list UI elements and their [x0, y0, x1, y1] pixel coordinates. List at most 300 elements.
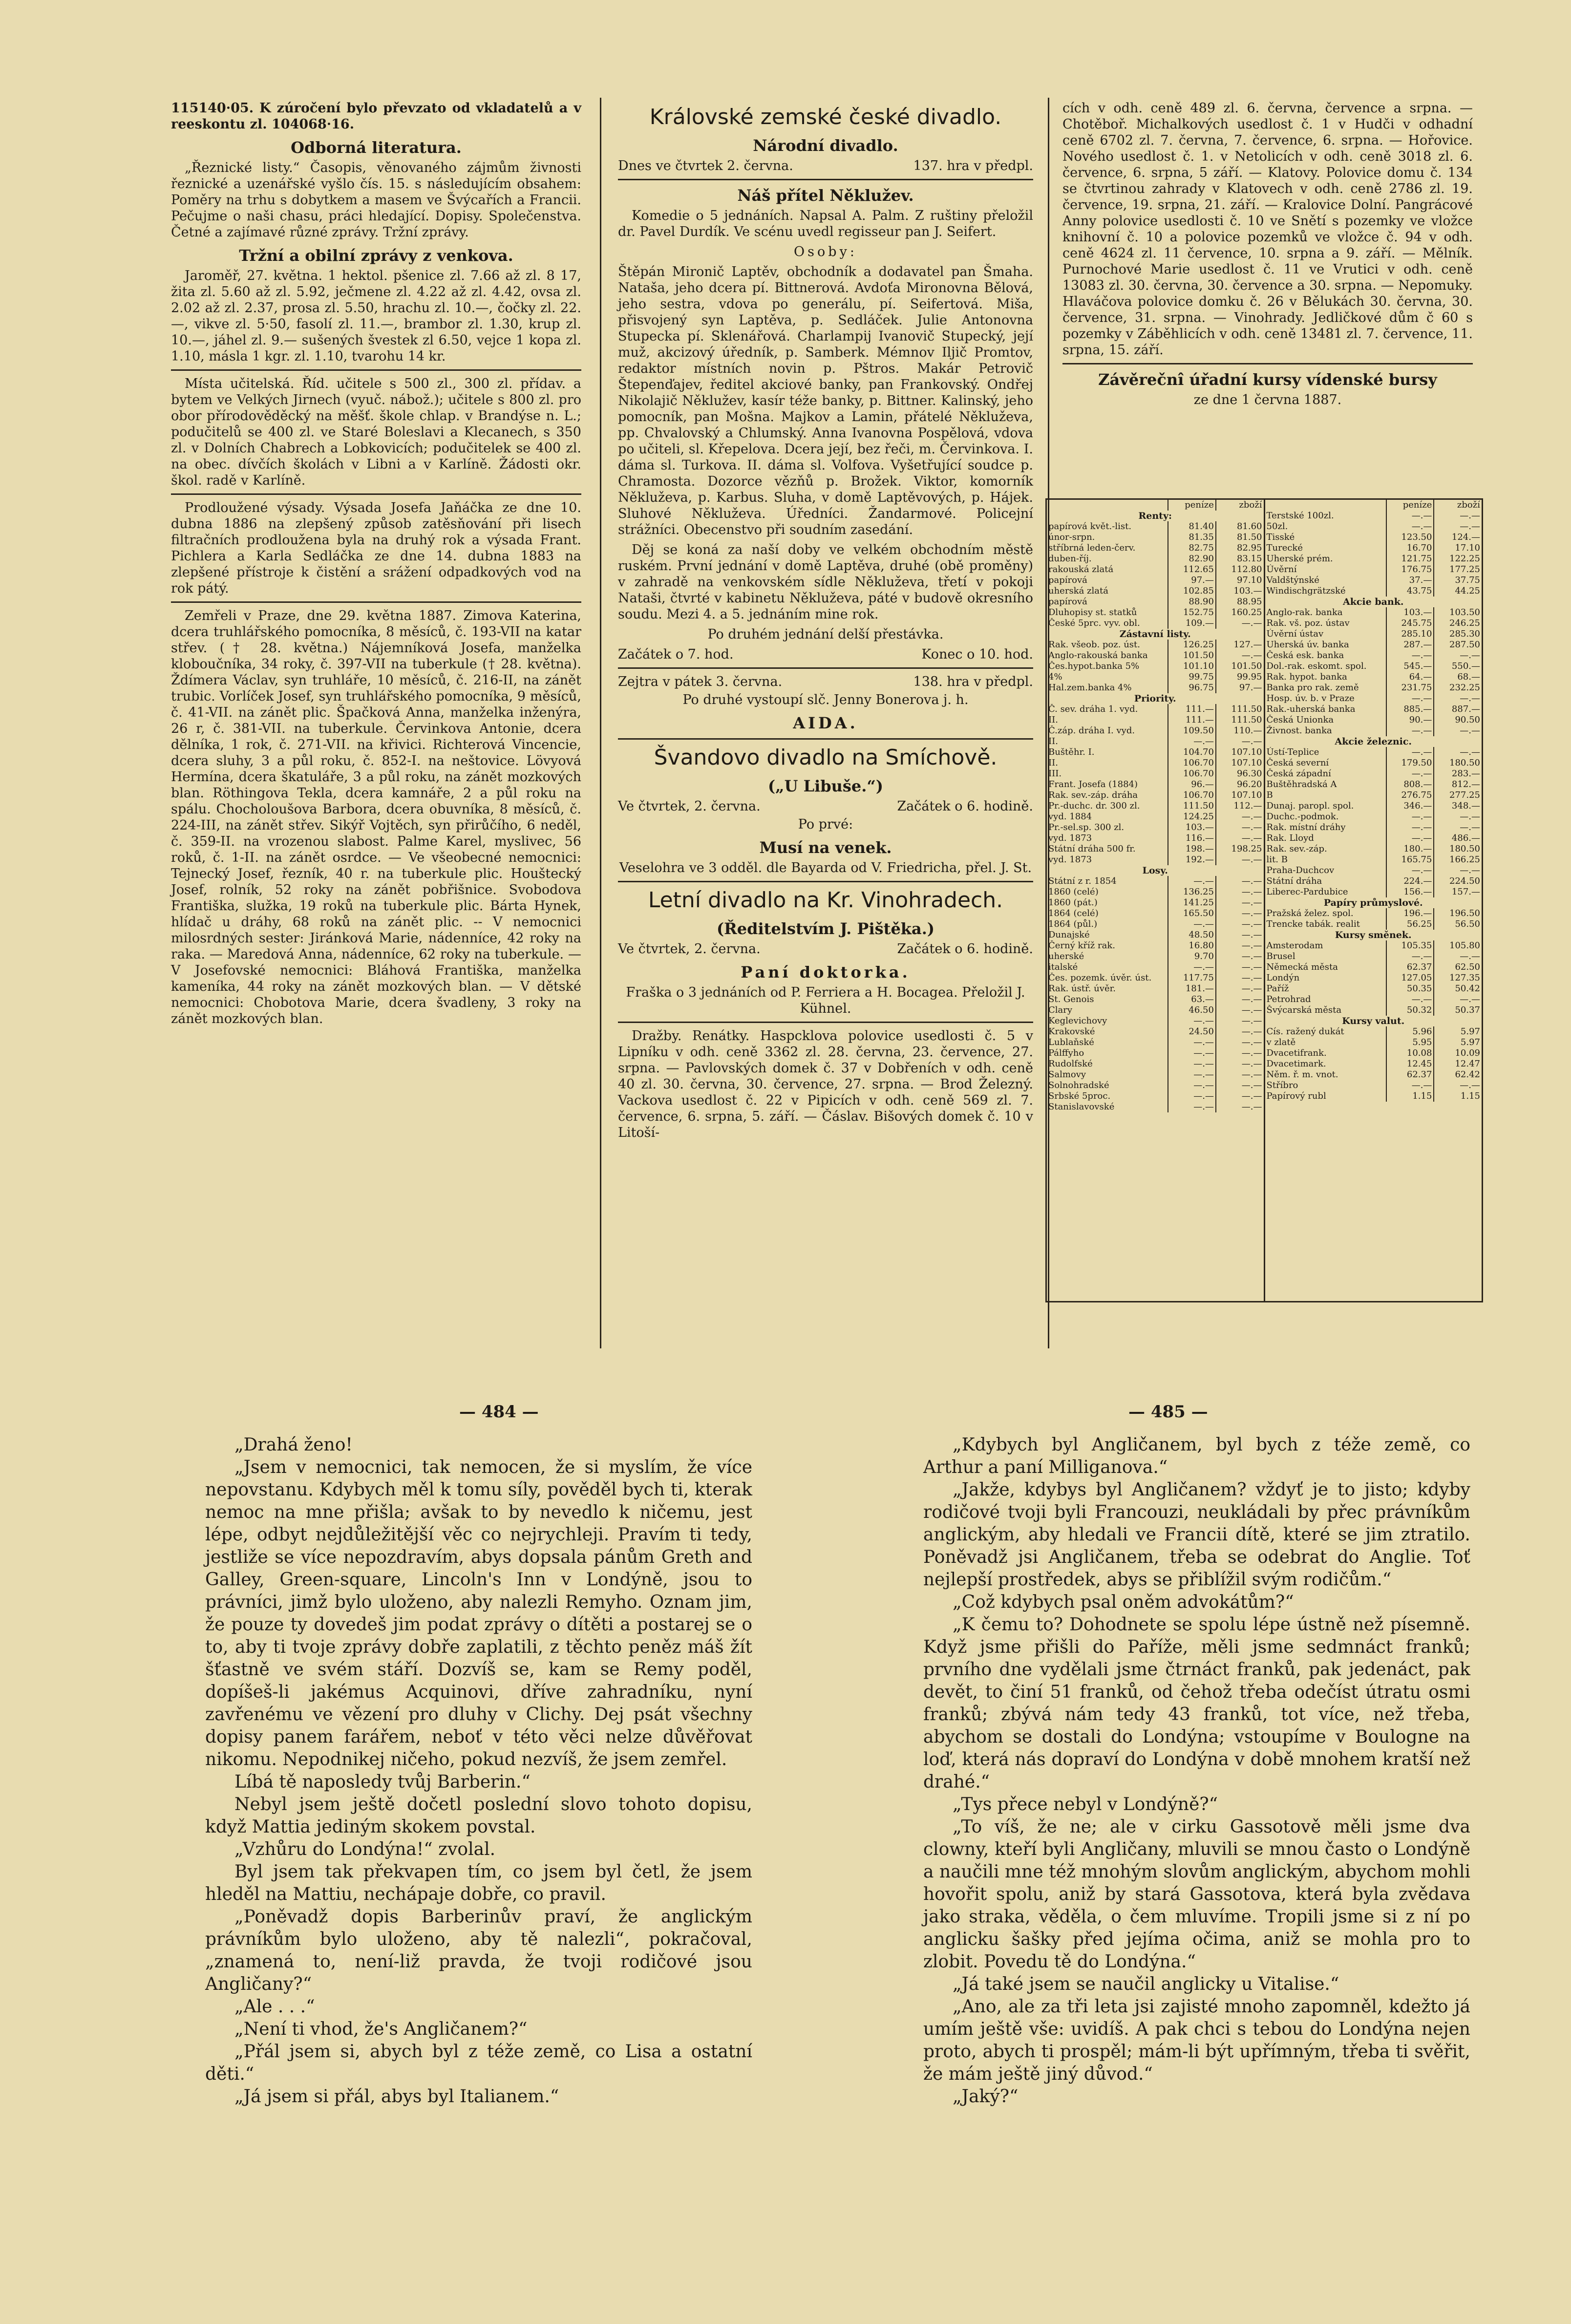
- price-goods: —.—: [1434, 747, 1482, 758]
- price-goods: —.—: [1216, 876, 1264, 887]
- bourse-row: [1265, 854, 1482, 865]
- bourse-row: [1265, 543, 1482, 554]
- bourse-row: [1265, 994, 1482, 1005]
- price-money: 46.50: [1168, 1005, 1216, 1016]
- bourse-date: ze dne 1 června 1887.: [1193, 392, 1342, 407]
- security-name: Rak.-uherská banka: [1266, 704, 1356, 714]
- col-header-money: peníze: [1386, 500, 1434, 511]
- bourse-row: [1047, 758, 1264, 768]
- price-goods: —.—: [1216, 930, 1264, 940]
- start-time: Začátek o 6. hodině.: [897, 799, 1033, 814]
- price-money: 88.90: [1168, 597, 1216, 607]
- bourse-row: [1265, 1069, 1482, 1080]
- price-money: —.—: [1386, 1080, 1434, 1091]
- price-money: 81.35: [1168, 532, 1216, 543]
- bourse-row: [1265, 951, 1482, 962]
- story-paragraph: „Jaký?“: [953, 2087, 1019, 2107]
- price-money: —.—: [1386, 747, 1434, 758]
- price-goods: 44.25: [1434, 586, 1482, 597]
- price-goods: 90.50: [1434, 715, 1482, 725]
- security-name: uherská zlatá: [1048, 586, 1108, 596]
- price-money: 102.85: [1168, 586, 1216, 597]
- security-name: únor-srpn.: [1048, 532, 1095, 542]
- price-goods: 177.25: [1434, 564, 1482, 575]
- bourse-section-heading: Papíry průmyslové.: [1323, 897, 1423, 908]
- price-money: 126.25: [1168, 640, 1216, 650]
- price-money: 96.—: [1168, 779, 1216, 790]
- story-paragraph: „Drahá ženo!: [234, 1435, 353, 1455]
- price-goods: —.—: [1434, 650, 1482, 661]
- performance-line: [618, 158, 1033, 174]
- security-name: Rak. ústř. úvěr.: [1048, 983, 1116, 994]
- bourse-row: [1265, 715, 1482, 725]
- price-goods: 5.97: [1434, 1037, 1482, 1048]
- price-goods: —.—: [1216, 983, 1264, 994]
- bourse-row: [1047, 1016, 1264, 1026]
- price-goods: 10.09: [1434, 1048, 1482, 1059]
- bourse-row: [1047, 930, 1264, 940]
- price-money: —.—: [1386, 865, 1434, 876]
- bourse-left-rows: [1047, 511, 1264, 1112]
- price-goods: 287.50: [1434, 640, 1482, 650]
- security-name: Londýn: [1266, 973, 1300, 983]
- security-name: Krakovské: [1048, 1026, 1095, 1037]
- price-money: —.—: [1168, 1091, 1216, 1102]
- bourse-row: [1047, 511, 1264, 521]
- security-name: Česká esk. banka: [1266, 650, 1344, 661]
- price-goods: —.—: [1434, 951, 1482, 962]
- security-name: Úvěrní: [1266, 564, 1297, 575]
- price-money: —.—: [1386, 833, 1434, 844]
- bourse-row: [1047, 704, 1264, 715]
- security-name: Amsterodam: [1266, 940, 1323, 951]
- security-name: Ústí-Teplice: [1266, 747, 1319, 757]
- price-money: 179.50: [1386, 758, 1434, 768]
- bourse-row: [1265, 844, 1482, 854]
- security-name: České 5prc. vyv. obl.: [1048, 618, 1140, 628]
- bourse-row: [1047, 897, 1264, 908]
- story-paragraph: „Přál jsem si, abych byl z téže země, co Lisa a ostatní děti.“: [205, 2042, 752, 2084]
- bourse-row: [1047, 725, 1264, 736]
- security-name: rakouská zlatá: [1048, 564, 1114, 575]
- security-name: lit. B: [1266, 854, 1288, 865]
- page-number-right: — 485 —: [1128, 1402, 1208, 1422]
- security-name: Státní dráha 500 fr.: [1048, 844, 1136, 854]
- bourse-row: [1265, 597, 1482, 607]
- bourse-row: [1047, 865, 1264, 876]
- performance-line: [618, 798, 1033, 814]
- col-header-goods: zboží: [1216, 500, 1264, 511]
- price-money: —.—: [1386, 725, 1434, 736]
- bourse-row: [1047, 597, 1264, 607]
- price-goods: 88.95: [1216, 597, 1264, 607]
- divider: [618, 881, 1033, 882]
- price-goods: —.—: [1434, 511, 1482, 521]
- theatre-national-title: Královské zemské české divadlo.: [649, 105, 1002, 129]
- bourse-row: [1265, 1037, 1482, 1048]
- price-goods: —.—: [1216, 940, 1264, 951]
- performance-number: 138. hra v předpl.: [913, 674, 1033, 689]
- bourse-row: [1047, 715, 1264, 725]
- security-name: Hal.zem.banka 4%: [1048, 682, 1132, 693]
- divider: [171, 601, 581, 603]
- price-goods: —.—: [1216, 973, 1264, 983]
- bourse-row: [1265, 725, 1482, 736]
- security-name: II.: [1048, 736, 1058, 746]
- price-money: 105.35: [1386, 940, 1434, 951]
- security-name: Petrohrad: [1266, 994, 1311, 1004]
- price-goods: 166.25: [1434, 854, 1482, 865]
- security-name: III.: [1048, 768, 1062, 779]
- price-money: 885.—: [1386, 704, 1434, 715]
- price-goods: —.—: [1216, 736, 1264, 747]
- bourse-row: [1265, 521, 1482, 532]
- price-money: —.—: [1386, 768, 1434, 779]
- divider: [618, 738, 1033, 740]
- bourse-row: [1265, 790, 1482, 801]
- security-name: Stanislavovské: [1048, 1102, 1115, 1112]
- price-money: 127.05: [1386, 973, 1434, 983]
- bourse-row: [1265, 575, 1482, 586]
- bourse-row: [1047, 962, 1264, 973]
- price-goods: —.—: [1216, 1091, 1264, 1102]
- bourse-row: [1265, 704, 1482, 715]
- story-paragraph: „Jsem v nemocnici, tak nemocen, že si myslím, že více nepovstanu. Kdybych měl k tomu síly, pověděl bych ti, kterak nemoc na mne přišla; avšak to by nevedlo k ničemu, jest lépe, odbyt nejdůležitější věc co nejrychleji. Pravím ti tedy, jestliže se více nepozdravím, abys dopsala pánům Greth and Galley, Green-square, Lincoln's Inn v Londýně, jsou to právníci, jimž bylo uloženo, aby nalezli Remyho. Oznam jim, že pouze ty dovedeš jim podat zprávy o dítěti a postarej se o to, aby ti tvoje zprávy dobře zaplatili, z těchto peněz máš žít šťastně ve svém stáří. Dozvíš se, kam se Remy poděl, dopíšeš-li jakémus Acquinovi, dříve zahradníku, nyní zavřenému ve vězení pro dluhy v Clichy. Dej psát všechny dopisy panem farářem, neboť v této věci nelze důvěřovat nikomu. Nepodnikej ničeho, pokud nezvíš, že jsem zemřel.: [205, 1457, 752, 1770]
- price-goods: 112.—: [1216, 801, 1264, 811]
- price-money: 346.—: [1386, 801, 1434, 811]
- price-money: 96.75: [1168, 682, 1216, 693]
- bourse-row: [1047, 693, 1264, 704]
- price-goods: 99.95: [1216, 672, 1264, 682]
- price-money: 104.70: [1168, 747, 1216, 758]
- cast-heading: Osoby:: [794, 244, 857, 259]
- price-goods: —.—: [1216, 951, 1264, 962]
- bourse-row: [1265, 919, 1482, 930]
- security-name: stříbrná leden-červ.: [1048, 543, 1136, 553]
- price-money: —.—: [1386, 693, 1434, 704]
- price-goods: 81.60: [1216, 521, 1264, 532]
- price-money: 81.40: [1168, 521, 1216, 532]
- play-title: Musí na venek.: [759, 838, 892, 857]
- divider: [618, 667, 1033, 669]
- price-goods: 112.80: [1216, 564, 1264, 575]
- price-goods: 127.—: [1216, 640, 1264, 650]
- bourse-row: [1047, 575, 1264, 586]
- bourse-row: [1047, 521, 1264, 532]
- patents-text: Prodloužené výsady. Výsada Josefa Jaňáčka ze dne 10. dubna 1886 na zlepšený způsob zatěsňování při lisech filtračních prodloužena byla na druhý rok a výsada Frant. Pichlera a Karla Sedláčka ze dne 14. dubna 1883 na zlepšené přístroje k čistění a srážení odpadkových vod na rok pátý.: [171, 500, 581, 596]
- price-money: —.—: [1168, 962, 1216, 973]
- price-goods: 232.25: [1434, 682, 1482, 693]
- bourse-row: [1047, 736, 1264, 747]
- security-name: Dvacetifrank.: [1266, 1048, 1327, 1058]
- security-name: Česká severní: [1266, 758, 1329, 768]
- price-money: —.—: [1386, 511, 1434, 521]
- price-goods: 12.47: [1434, 1059, 1482, 1069]
- price-goods: —.—: [1434, 693, 1482, 704]
- price-money: 82.75: [1168, 543, 1216, 554]
- price-goods: —.—: [1216, 1080, 1264, 1091]
- divider: [618, 1022, 1033, 1023]
- price-goods: 62.50: [1434, 962, 1482, 973]
- price-money: 124.25: [1168, 811, 1216, 822]
- security-name: uherské: [1048, 951, 1084, 961]
- price-money: 808.—: [1386, 779, 1434, 790]
- security-name: B: [1266, 790, 1273, 800]
- bourse-row: [1047, 650, 1264, 661]
- price-goods: 37.75: [1434, 575, 1482, 586]
- start-time: Začátek o 6. hodině.: [897, 941, 1033, 957]
- bourse-row: [1047, 543, 1264, 554]
- bourse-row: [1265, 511, 1482, 521]
- price-goods: 111.50: [1216, 704, 1264, 715]
- security-name: Rak. všeob. poz. úst.: [1048, 640, 1140, 650]
- price-goods: —.—: [1434, 725, 1482, 736]
- bourse-row: [1265, 887, 1482, 897]
- auctions-continued: cích v odh. ceně 489 zl. 6. června, července a srpna. — Chotěboř. Michalkových usedlost č. 1 v Hudči v odhadní ceně 6702 zl. 7. června, 7. července, 6. srpna. — Hořovice. Nového usedlost č. 1. v Netolicích v odh. ceně 3018 zl. 6. července, 6. srpna, 5 září. — Klatovy. Polovice domu č. 134 se čtvrtinou zahrady v Klatovech v odh. ceně 2786 zl. 19. července, 19. srpna, 21. září. — Kralovice Dolní. Pangrácové Anny polovice usedlosti č. 10 ve Snětí s pozemky ve vložce knihovní č. 10 a polovice pozemků ve vložce č. 94 v odh. ceně 4624 zl. 11 července, 10. srpna a 9. září. — Mělník. Purnochové Marie usedlost č. 11 ve Vrutici v odh. ceně 13083 zl. 30. června, 30. července a 30. srpna. — Nepomuky. Hlaváčova polovice domku č. 26 v Bělukách 30. června, 30. července, 31. srpna. — Vinohrady. Jedličkové dům č 60 s pozemky v Záběhlicích v odh. ceně 13481 zl. 7. července, 11. srpna, 15. září.: [1062, 101, 1473, 358]
- price-money: 56.25: [1386, 919, 1434, 930]
- price-goods: 101.50: [1216, 661, 1264, 672]
- bourse-row: [1047, 629, 1264, 640]
- security-name: Lublaňské: [1048, 1037, 1094, 1047]
- price-money: —.—: [1168, 1080, 1216, 1091]
- price-goods: 124.—: [1434, 532, 1482, 543]
- security-name: Německá města: [1266, 962, 1338, 972]
- price-goods: 81.50: [1216, 532, 1264, 543]
- bourse-row: [1265, 758, 1482, 768]
- price-money: —.—: [1168, 1048, 1216, 1059]
- price-goods: 110.—: [1216, 725, 1264, 736]
- bourse-row: [1047, 919, 1264, 930]
- price-goods: 122.25: [1434, 554, 1482, 564]
- bourse-row: [1047, 1102, 1264, 1112]
- bourse-row: [1047, 532, 1264, 543]
- price-money: —.—: [1386, 811, 1434, 822]
- market-text: Jaroměř, 27. května. 1 hektol. pšenice zl. 7.66 až zl. 8 17, žita zl. 5.60 až zl. 5.92, ječmene zl. 4.22 až zl. 4.42, ovsa zl. 2.02 až zl. 2.37, prosa zl. 5.50, hrachu zl. 10.—, čočky zl. 22.—, vikve zl. 5·50, fasolí zl. 11.—, brambor zl. 1.30, krup zl. 10.—, jáhel zl. 9.— sušených švestek zl 6.50, vejce 1 kopa zl. 1.10, másla 1 kgr. zl. 1.10, tvarohu 14 kr.: [171, 268, 581, 364]
- security-name: Tisské: [1266, 532, 1295, 542]
- play-info: Komedie o 5 jednáních. Napsal A. Palm. Z ruštiny přeložil dr. Pavel Durdík. Ve scénu uvedl regisseur pan J. Seifert.: [618, 208, 1033, 239]
- security-name: Rak. hypot. banka: [1266, 672, 1347, 682]
- bourse-row: [1265, 1091, 1482, 1102]
- price-money: 141.25: [1168, 897, 1216, 908]
- price-money: 116.—: [1168, 833, 1216, 844]
- price-goods: 157.—: [1434, 887, 1482, 897]
- price-goods: —.—: [1216, 1005, 1264, 1016]
- deaths-text: Zemřeli v Praze, dne 29. května 1887. Zimova Katerina, dcera truhlářského pomocníka, 8 měsíců, č. 193-VII na katar střev. († 28. května.) Nájemníková Josefa, manželka kloboučníka, 34 roky, č. 397-VII na tuberkule († 28. května). Ždímera Václav, syn truhláře, 10 měsíců, č. 216-II, na zánět trubic. Vorlíček Josef, syn truhlářského pomocníka, 9 měsíců, č. 41-VII. na zánět plic. Špačková Anna, manželka inženýra, 26 r, č. 381-VII. na tuberkule. Červinkova Antonie, dcera dělníka, 1 rok, č. 271-VII. na křivici. Richterová Vincencie, dcera sluhy, 3 a půl roku, č. 852-I. na neštovice. Lövyová Hermína, dcera škatuláře, 3 a půl roku, na zánět mozkových blan. Röthingova Tekla, dcera kamnáře, 2 a půl roku na spálu. Chocholoušova Barbora, dcera obuvníka, 8 měsíců, č. 224-III, na zánět střev. Sikýř Vojtěch, syn přirůčího, 6 neděl, č. 359-II. na vrozenou slabost. Palme Karel, myslivec, 56 roků, č. 1-II. na zánět osrdce. — Ve všeobecné nemocnici: Tejnecký Josef, řezník, 40 r. na tuberkule plic. Houštecký Josef, rolník, 52 roky na zánět pobřišnice. Svobodova Františka, služka, 19 roků na tuberkule plic. Bárta Hynek, hlídač u dráhy, 68 roků na zánět plic. -- V nemocnici milosrdných sester: Jiránková Marie, nádenníce, 42 roky na raka. — Maredová Anna, nádenníce, 62 roky na tuberkule. — V Josefovské nemocnici: Bláhová Františka, manželka kameníka, 44 roky na zánět mozkových blan. — V dětské nemocnici: Chobotova Marie, dcera švadleny, 3 roky na zánět mozkových blan.: [171, 608, 581, 1026]
- security-name: Anglo-rakouská banka: [1048, 650, 1148, 661]
- savings-note: 115140·05. K zúročení bylo převzato od vkladatelů a v reeskontu zl. 104068·16.: [171, 101, 581, 132]
- story-paragraph: „To víš, že ne; ale v cirku Gassotově měli jsme dva clowny, kteří byli Angličany, mluvili se mnou často o Londýně a naučili mne též mnohým slovům anglickým, abychom mohli hovořit spolu, aniž by stará Gassotova, která byla zvědava jako straka, věděla, o čem mluvíme. Tropili jsme si z ní po anglicku šašky před jejíma očima, aniž se mohla pro to zlobit. Povedu tě do Londýna.“: [923, 1817, 1470, 1972]
- security-name: 4%: [1048, 672, 1062, 682]
- price-money: 276.75: [1386, 790, 1434, 801]
- price-goods: —.—: [1216, 854, 1264, 865]
- bourse-row: [1047, 1037, 1264, 1048]
- security-name: 1864 (půl.): [1048, 919, 1098, 929]
- security-name: Státní z r. 1854: [1048, 876, 1117, 886]
- col-header-goods: zboží: [1434, 500, 1482, 511]
- price-money: 101.50: [1168, 650, 1216, 661]
- security-name: 1860 (pát.): [1048, 897, 1098, 908]
- bourse-row: [1265, 682, 1482, 693]
- price-money: 50.32: [1386, 1005, 1434, 1016]
- security-name: v zlatě: [1266, 1037, 1296, 1047]
- bourse-row: [1047, 1080, 1264, 1091]
- bourse-row: [1047, 586, 1264, 597]
- market-heading: Tržní a obilní zprávy z venkova.: [239, 246, 513, 265]
- bourse-row: [1265, 618, 1482, 629]
- price-goods: —.—: [1216, 811, 1264, 822]
- security-name: Živnost. banka: [1266, 725, 1332, 736]
- teacher-posts-text: Místa učitelská. Říd. učitele s 500 zl., 300 zl. přídav. a bytem ve Velkých Jirnech (vyuč. nábož.); učitele s 800 zl. pro obor přírodověděcký na měšť. škole chlap. v Brandýse n. L.; podučitelů se 400 zl. ve Staré Boleslavi a Klecanech, s 350 zl. v Dolních Chabrech a Lobkovicích; podučitelek se 400 zl. na obec. dívčích školách v Libni a v Karlíně. Žádosti okr. škol. radě v Karlíně.: [171, 376, 581, 488]
- theatre-vinohrady-title: Letní divadlo na Kr. Vinohradech.: [648, 888, 1003, 913]
- price-money: 109.50: [1168, 725, 1216, 736]
- play-title: Náš přítel Něklužev.: [737, 186, 914, 205]
- security-name: Terstské 100zl.: [1266, 511, 1334, 521]
- story-left-page: [205, 1434, 752, 2108]
- price-money: 112.65: [1168, 564, 1216, 575]
- price-goods: 56.50: [1434, 919, 1482, 930]
- bourse-left: [1047, 500, 1265, 1301]
- divider: [171, 493, 581, 495]
- price-money: 111.—: [1168, 704, 1216, 715]
- security-name: Pr.-sel.sp. 300 zl.: [1048, 822, 1125, 832]
- performance-number: 137. hra v předpl.: [913, 158, 1033, 173]
- security-name: Uherské prém.: [1266, 554, 1333, 564]
- story-paragraph: „Poněvadž dopis Barberinův praví, že anglickým právníkům bylo uloženo, aby tě nalezli“, pokračoval, „znamená to, není-liž pravda, že tvoji rodičové jsou Angličany?“: [205, 1907, 752, 1994]
- security-name: Srbské 5proc.: [1048, 1091, 1111, 1101]
- story-paragraph: „Není ti vhod, že's Angličanem?“: [234, 2019, 528, 2039]
- story-paragraph: Líbá tě naposledy tvůj Barberin.“: [234, 1772, 531, 1792]
- price-money: 37.—: [1386, 575, 1434, 586]
- story-paragraph: „Což kdybych psal oněm advokátům?“: [953, 1592, 1294, 1612]
- price-goods: 17.10: [1434, 543, 1482, 554]
- bourse-row: [1047, 682, 1264, 693]
- price-goods: —.—: [1216, 919, 1264, 930]
- bourse-row: [1265, 564, 1482, 575]
- security-name: italské: [1048, 962, 1078, 972]
- price-money: 192.—: [1168, 854, 1216, 865]
- bourse-row: [1265, 650, 1482, 661]
- price-goods: —.—: [1216, 1069, 1264, 1080]
- price-money: 64.—: [1386, 672, 1434, 682]
- bourse-row: [1265, 554, 1482, 564]
- security-name: Praha-Duchcov: [1266, 865, 1335, 875]
- time-line: [618, 646, 1033, 662]
- security-name: 50zl.: [1266, 521, 1288, 532]
- bourse-row: [1047, 768, 1264, 779]
- price-goods: —.—: [1216, 650, 1264, 661]
- security-name: Rak. sev.-záp.: [1266, 844, 1327, 854]
- price-money: 152.75: [1168, 607, 1216, 618]
- bourse-row: [1047, 951, 1264, 962]
- price-goods: —.—: [1434, 865, 1482, 876]
- bourse-section-heading: Kursy valut.: [1342, 1016, 1405, 1026]
- security-name: Trencke tabák. realit: [1266, 919, 1360, 929]
- price-goods: 277.25: [1434, 790, 1482, 801]
- security-name: Dunajské: [1048, 930, 1090, 940]
- bourse-row: [1265, 811, 1482, 822]
- bourse-section-heading: Akcie železnic.: [1335, 736, 1412, 747]
- price-money: 1.15: [1386, 1091, 1434, 1102]
- play-info: Fraška o 3 jednáních od P. Ferriera a H. Bocagea. Přeložil J. Kühnel.: [626, 985, 1025, 1016]
- security-name: Pálffyho: [1048, 1048, 1084, 1058]
- security-name: papírová: [1048, 597, 1087, 607]
- security-name: Papírový rubl: [1266, 1091, 1326, 1101]
- price-money: 545.—: [1386, 661, 1434, 672]
- date: Ve čtvrtek, 2. června.: [618, 941, 761, 957]
- price-money: 287.—: [1386, 640, 1434, 650]
- story-paragraph: „Vzhůru do Londýna!“ zvolal.: [234, 1839, 496, 1859]
- price-money: 16.80: [1168, 940, 1216, 951]
- price-goods: 160.25: [1216, 607, 1264, 618]
- column-rule: [600, 98, 601, 1348]
- price-money: 5.96: [1386, 1026, 1434, 1037]
- price-goods: 105.80: [1434, 940, 1482, 951]
- security-name: Frant. Josefa (1884): [1048, 779, 1138, 789]
- story-right-page: [923, 1434, 1470, 2108]
- price-money: 24.50: [1168, 1026, 1216, 1037]
- bourse-row: [1265, 1026, 1482, 1037]
- intermission-note: Po druhém jednání delší přestávka.: [707, 627, 944, 642]
- security-name: duben-říj.: [1048, 554, 1092, 564]
- price-goods: 887.—: [1434, 704, 1482, 715]
- bourse-section-heading: Renty:: [1138, 511, 1172, 521]
- date: Dnes ve čtvrtek 2. června.: [618, 158, 793, 173]
- bourse-row: [1047, 661, 1264, 672]
- story-paragraph: „Ano, ale za tři leta jsi zajisté mnoho zapomněl, kdežto já umím ještě vše: uvidíš. A pak chci s tebou do Londýna nejen proto, abych ti prospěl; mám-li být upřímným, třeba ti svěřit, že mám ještě jiný důvod.“: [923, 1997, 1470, 2084]
- security-name: 1860 (celé): [1048, 887, 1099, 897]
- security-name: Solnohradské: [1048, 1080, 1109, 1090]
- security-name: Čes. pozemk. úvěr. úst.: [1048, 973, 1152, 983]
- price-money: —.—: [1386, 822, 1434, 833]
- price-money: 5.95: [1386, 1037, 1434, 1048]
- price-money: 196.—: [1386, 908, 1434, 919]
- price-goods: —.—: [1216, 994, 1264, 1005]
- security-name: Rudolfské: [1048, 1059, 1093, 1069]
- bourse-title: Závěrečnî úřadní kursy vídenské bursy: [1098, 370, 1437, 389]
- bourse-row: [1265, 1016, 1482, 1026]
- security-name: Clary: [1048, 1005, 1073, 1015]
- security-name: Něm. ř. m. vnot.: [1266, 1069, 1338, 1080]
- security-name: Státní dráha: [1266, 876, 1322, 886]
- security-name: Buštěhradská A: [1266, 779, 1337, 789]
- story-paragraph: „Kdybych byl Angličanem, byl bych z téže země, co Arthur a paní Milliganova.“: [923, 1435, 1470, 1477]
- bourse-row: [1265, 1005, 1482, 1016]
- price-goods: 50.42: [1434, 983, 1482, 994]
- bourse-row: [1047, 876, 1264, 887]
- security-name: Hosp. úv. b. v Praze: [1266, 693, 1355, 704]
- play-info: Veselohra ve 3 odděl. dle Bayarda od V. Friedricha, přel. J. St.: [619, 860, 1032, 875]
- bourse-row: [1265, 1048, 1482, 1059]
- bourse-row: [1265, 747, 1482, 758]
- security-name: Černý kříž rak.: [1048, 940, 1115, 951]
- column-1: [171, 100, 581, 1031]
- price-goods: —.—: [1216, 897, 1264, 908]
- bourse-row: [1047, 994, 1264, 1005]
- bourse-row: [1265, 940, 1482, 951]
- bourse-row: [1047, 1059, 1264, 1069]
- price-money: —.—: [1168, 1016, 1216, 1026]
- price-money: —.—: [1168, 1037, 1216, 1048]
- price-money: 106.70: [1168, 758, 1216, 768]
- price-goods: 283.—: [1434, 768, 1482, 779]
- bourse-row: [1265, 629, 1482, 640]
- security-name: Švýcarská města: [1266, 1005, 1342, 1015]
- bourse-row: [1047, 801, 1264, 811]
- price-goods: 1.15: [1434, 1091, 1482, 1102]
- price-goods: 348.—: [1434, 801, 1482, 811]
- price-goods: 50.37: [1434, 1005, 1482, 1016]
- bourse-row: [1265, 768, 1482, 779]
